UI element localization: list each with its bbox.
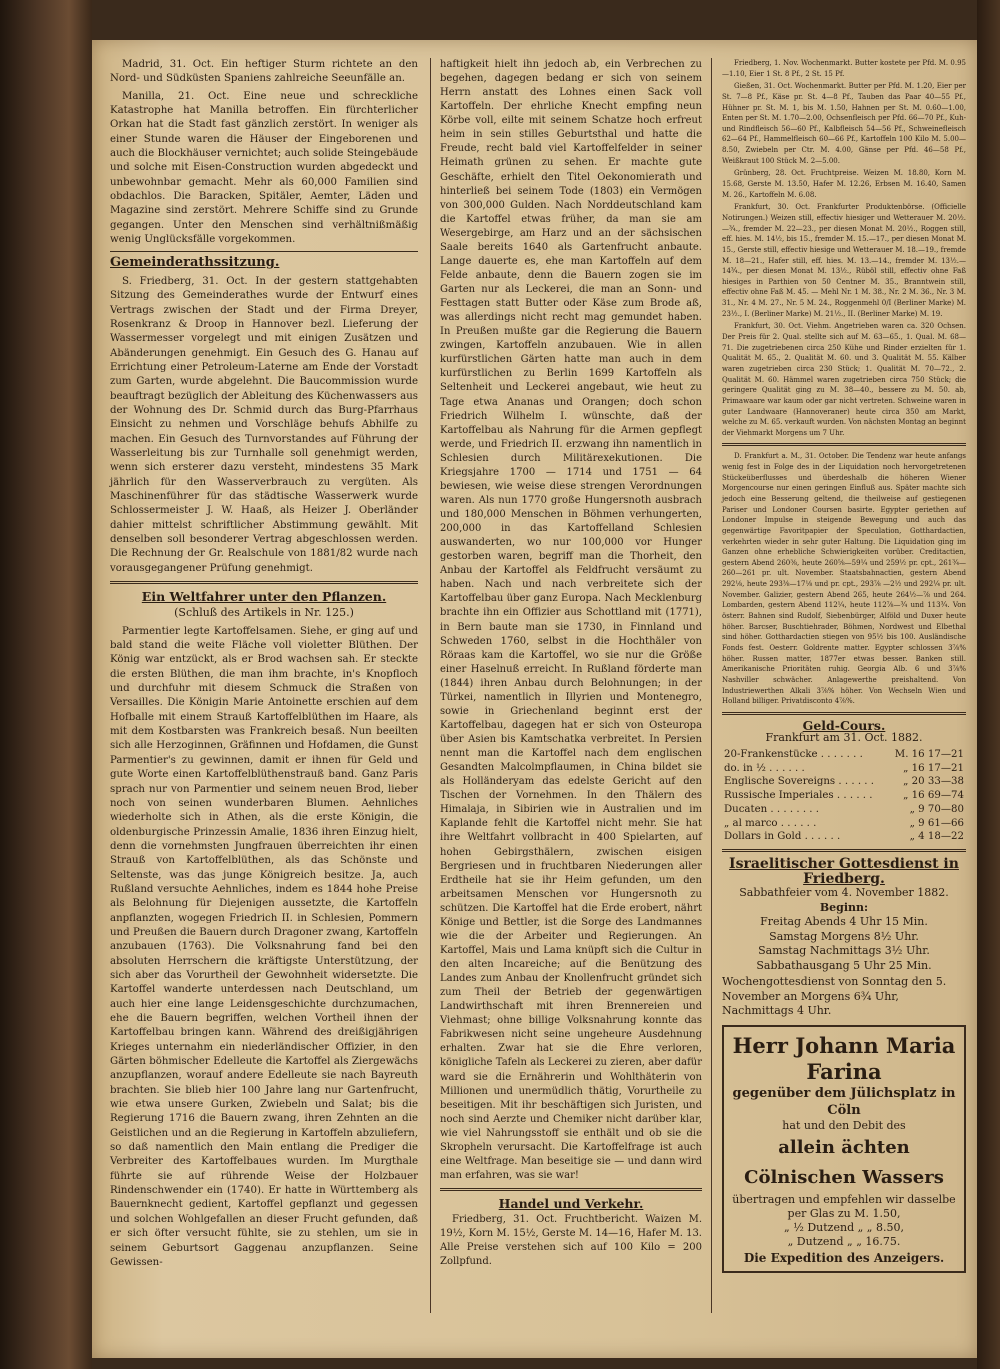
rate-name: Ducaten . . . . . . . .: [724, 803, 820, 815]
divider: [722, 849, 966, 852]
rate-name: „ al marco . . . . . .: [724, 817, 817, 829]
column-rule: [711, 58, 712, 1313]
table-row: [722, 748, 966, 762]
rate-value: „ 9 70—80: [909, 803, 964, 815]
ad-signature: Die Expedition des Anzeigers.: [743, 1250, 945, 1265]
table-row: [722, 775, 966, 789]
market-friedberg: Friedberg, 1. Nov. Wochenmarkt. Butter kostete per Pfd. M. 0.95—1.10, Eier 1 St. 8 Pf., 2 St. 15 Pf.: [722, 59, 966, 78]
ad-price: „ Dutzend „ „ 16.75.: [787, 1234, 901, 1248]
market-frankfurt-produce: Frankfurt, 30. Oct. Frankfurter Produktenbörse. (Officielle Notirungen.) Weizen still, effectiv hiesiger und Wetterauer M. 20½.—¾., fremder M. 22—23., per diesen Monat M. 20½., Roggen still, eff. hies. M. 14½, bis 15., fremder M. 15.—17., per diesen Monat M. 15., Gerste still, effectiv hiesige und Wetterauer M. 18.—19., fremde M. 18—21., Hafer still, eff. hies. M. 13.—14., fremder M. 13½.—14¾., per diesen Monat M. 13½., Rüböl still, effectiv ohne Faß hiesiges in Parthien von 50 Centner M. 35., Branntwein still, effectiv ohne Faß M. 45. — Mehl Nr. 1 M. 38., Nr. 2 M. 36., Nr. 3 M. 31., Nr. 4 M. 27., Nr. 5 M. 24., Roggenmehl 0/I (Berliner Marke) M. 23½., I. (Berliner Marke) M. 21½., II. (Berliner Marke) M. 19.: [722, 203, 966, 318]
divider: [440, 1188, 702, 1191]
rate-value: „ 4 18—22: [909, 831, 964, 843]
rate-value: „ 9 61—66: [909, 817, 964, 829]
rate-value: „ 16 17—21: [903, 762, 964, 774]
exchange-report: D. Frankfurt a. M., 31. October. Die Tendenz war heute anfangs wenig fest in Folge des in der Liquidation noch hervorgetretenen Stückeüberflusses und überdeshalb die höheren Wiener Morgencourse nur einen geringen Einfluß aus. Später machte sich jedoch eine Besserung geltend, die theilweise auf gestiegenen Pariser und Londoner Coursen basirte. Egypter geriethen auf Londoner Impulse in steigende Bewegung und auch das gegenwärtige Favoritpapier der Speculation, Gotthardactien, verkehrten wieder in sehr guter Haltung. Die Liquidation ging im Ganzen ohne erhebliche Schwierigkeiten vorüber. Creditactien, gestern Abend 260⅜, heute 260⅝—59¼ und 259½ pr. cpt., 261¾—260—261 pr. ult. November. Staatsbahnactien, gestern Abend 292⅛, heute 293⅜—17⅛ und pr. cpt., 293⅞ —2½ und 292¼ pr. ult. November. Galizier, gestern Abend 265, heute 264½—⅞ und 264. Lombarden, gestern Abend 112¼, heute 112⅞—¾ und 113¾. Von österr. Bahnen sind Rudolf, Siebenbürger, Alföld und Duxer heute höher. Barcser, Buschtiehrader, Böhmen, Nordwest und Elbethal sind höher. Gotthardactien stiegen von 95½ bis 100. Ausländische Fonds fest. Oesterr. Goldrente matter. Egypter schlossen 3⅞% höher. Russen matter, 1877er etwas besser. Banken still. Amerikanische Prioritäten ruhig. Georgia Alb. 6 und 3⅞% Nashviller schwächer. Anlagewerthe preishaltend. Von Industriewerthen Alkali 3⅞% höher. Von Wechseln Wien und Holland billiger. Privatdisconto 4⅞%.: [722, 452, 966, 706]
rate-name: Englische Sovereigns . . . . . .: [724, 776, 875, 788]
divider: [722, 443, 966, 446]
rate-name: Russische Imperiales . . . . . .: [724, 790, 873, 802]
market-giessen: Gießen, 31. Oct. Wochenmarkt. Butter per Pfd. M. 1.20, Eier per St. 7—8 Pf., Käse pr. St. 4—8 Pf., Tauben das Paar 40—55 Pf., Hühner pr. St. M. 1, bis M. 1.50, Hahnen per St. M. 0.60—1.00, Enten per St. M. 1.70—2.00, Ochsenfleisch per Pfd. 66—70 Pf., Kuh- und Rindfleisch 56—60 Pf., Kalbfleisch 54—56 Pf., Schweinefleisch 62—64 Pf., Hammelfleisch 60—66 Pf., Kartoffeln 100 Kilo M. 5.00—8.50, Zwiebeln per Ctr. M. 4.00, Gänse per Pfd. 46—58 Pf., Weißkraut 100 Stück M. 2—5.00.: [722, 82, 966, 165]
divider: [110, 581, 418, 584]
rate-name: Dollars in Gold . . . . . .: [724, 831, 841, 843]
market-gruenberg: Grünberg, 28. Oct. Fruchtpreise. Weizen M. 18.80, Korn M. 15.68, Gerste M. 13.50, Hafer M. 12.26, Erbsen M. 16.40, Samen M. 26., Kartoffeln M. 6.08.: [722, 169, 966, 199]
table-row: [722, 803, 966, 817]
rate-name: do. in ½ . . . . . .: [724, 762, 805, 774]
service-title: Israelitischer Gottesdienst in Friedberg.: [729, 856, 959, 887]
service-notice: [722, 857, 966, 1019]
table-row: [722, 762, 966, 776]
divider: [722, 712, 966, 715]
ad-address: gegenüber dem Jülichsplatz in Cöln: [732, 1085, 956, 1118]
story-continuation: haftigkeit hielt ihn jedoch ab, ein Verbrechen zu begehen, dagegen bedang er sich von seinem Herrn anstatt des Lohnes einen Sack voll Kartoffeln. Der ehrliche Knecht empfing neun Körbe voll, eilte mit seinem Schatze hoch erfreut heim in sein stilles Geburtsthal und hatte die Freude, recht bald viel Kartoffelfelder in seiner Heimath grünen zu sehen. Er machte gute Geschäfte, erhielt den Titel Oekonomierath und hinterließ bei seinem Tode (1803) ein Vermögen von 300,000 Gulden. Nach Norddeutschland kam die Kartoffel etwas früher, da man sie am Wesergebirge, am Harz und an der sächsischen Saale bereits 1640 als Gartenfrucht anbaute. Lange dauerte es, ehe man Kartoffeln auf dem Felde anbaute, denn die Bauern zogen sie im Garten nur als Leckerei, die man an Sonn- und Festtagen statt Butter oder Käse zum Brode aß, was allerdings nicht recht mag gemundet haben. In Preußen mußte gar die Regierung die Bauern zwingen, Kartoffeln anzubauen. Wie in allen kurfürstlichen Gärten hatte man auch in dem kurfürstlichen zu Berlin 1699 Kartoffeln als Seltenheit und Leckerei angebaut, wie heut zu Tage etwa Ananas und Orangen; doch schon Friedrich Wilhelm I. wünschte, daß der Kartoffelbau als Nahrung für die Armen gepflegt werde, und Friedrich II. erzwang ihn namentlich in Schlesien durch Militärexekutionen. Die Kriegsjahre 1700 — 1714 und 1751 — 64 bewiesen, wie weise diese strengen Verordnungen waren. Als nun 1770 große Hungersnoth ausbrach und 180,000 Menschen in Böhmen verhungerten, 200,000 in das Kartoffelland Schlesien auswanderten, wo nur 100,000 vor Hunger gestorben waren, begriff man die Thorheit, den Anbau der Kartoffel als Feldfrucht versäumt zu haben. Nach und nach verbreitete sich der Kartoffelbau über ganz Europa. Nach Mecklenburg brachte ihn ein Offizier aus Schottland mit (1771), in Bern baute man sie 1730, in Finnland und Schweden 1760, selbst in die Hochthäler von Röraas kam die Kartoffel, wo sie nur die Größe einer Haselnuß erreicht. In Rußland förderte man (1844) ihren Anbau durch Belohnungen; in der Türkei, namentlich in Illyrien und Montenegro, sowie in Griechenland beginnt erst der Kartoffelbau, dagegen hat er sich von Osteuropa über Asien bis Kamtschatka verbreitet. In Persien nennt man die Kartoffel nach dem englischen Gesandten Malcolmpflaumen, in China bildet sie als Holländeryam das edelste Gericht auf den Tischen der Vornehmen. In den Thälern des Himalaja, in Sibirien wie in Australien und im Kaplande fehlt die Kartoffel nicht mehr. Sie hat ihre Weltfahrt vollbracht in 400 Spielarten, auf hohen Gebirgsthälern, zwischen eisigen Bergriesen und in fruchtbaren Niederungen aller Erdtheile hat sie ihr Heim gefunden, um den arbeitsamen Menschen vor Hungersnoth zu schützen. Die Kartoffel hat die Erde erobert, nährt Könige und Bettler, ist die Sorge des Landmannes wie die der Arbeiter und Regierungen. An Kartoffel, Mais und Lama knüpft sich die Cultur in den alten Incareiche; auf die Benützung des Landes zum Anbau der Knollenfrucht gründet sich zum Theil der Betrieb der gegenwärtigen Landwirthschaft mit ihren Brennereien und Viehmast; ohne billige Volksnahrung konnte das Fabrikwesen nicht seine ungeheure Ausdehnung erhalten. Zwar hat sie die Ehre verloren, königliche Tafeln als Leckerei zu zieren, aber dafür ward sie die Ernährerin und Wohlthäterin von Millionen und unermüdlich thätig, Vorurtheile zu beseitigen. Mit ihr beschäftigen sich Juristen, und noch sind Aerzte und Chemiker nicht darüber klar, wie viel Nahrungsstoff sie enthält und ob sie die Skropheln verursacht. Die Kartoffelfrage ist auch eine Weltfrage. Man beseitige sie — und dann wird man erfahren, was sie war!: [440, 59, 702, 1181]
service-line: Samstag Morgens 8½ Uhr.: [769, 929, 919, 943]
ad-price: per Glas zu M. 1.50,: [787, 1206, 901, 1220]
market-frankfurt-cattle: Frankfurt, 30. Oct. Viehm. Angetrieben waren ca. 320 Ochsen. Der Preis für 2. Qual. stellte sich auf M. 63—65., 1. Qual. M. 68—71. Die zugetriebenen circa 250 Kühe und Rinder erzielten für 1. Qualität M. 65., 2. Qualität M. 60. und 3. Qualität M. 55. Kälber waren zugetrieben circa 230 Stück; 1. Qualität M. 70—72., 2. Qualität M. 60. Hämmel waren zugetrieben circa 750 Stück; die geringere Qualität ging zu M. 38—40., bessere zu M. 50. ab, Primawaare war kaum oder gar nicht vertreten. Schweine waren in guter Landwaare (Hannoveraner) heute circa 350 am Markt, welche zu M. 65. verkauft wurden. Von nächsten Montag an beginnt der Viehmarkt Morgens um 7 Uhr.: [722, 322, 966, 437]
page-edge: [977, 0, 1000, 1369]
ad-product: allein ächten Cölnischen Wassers: [744, 1136, 944, 1188]
service-line: Sabbathausgang 5 Uhr 25 Min.: [756, 958, 932, 972]
column-3: [722, 58, 966, 1273]
story-heading: Ein Weltfahrer unter den Pflanzen.: [141, 589, 387, 605]
story-subheading: (Schluß des Artikels in Nr. 125.): [174, 606, 354, 620]
table-row: [722, 789, 966, 803]
council-text: S. Friedberg, 31. Oct. In der gestern stattgehabten Sitzung des Gemeinderathes wurde der Entwurf eines Vertrags zwischen der Stadt und der Firma Dreyer, Rosenkranz & Droop in Hannover bezl. Lieferung der Wassermesser vorgelegt und mit einigen Zusätzen und Abänderungen genehmigt. Ein Gesuch des G. Hanau auf Errichtung einer Petroleum-Laterne am Ende der Vorstadt zum Garten, wurde abgelehnt. Die Baucommission wurde beauftragt bezüglich der Ableitung des Küchenwassers aus der Wohnung des Dr. Schmid durch das Burg-Pfarrhaus Einsicht zu nehmen und Vorschläge behufs Abhilfe zu machen. Ein Gesuch des Turnvorstandes auf Führung der Wasserleitung bis zur Turnhalle soll genehmigt werden, wenn sich ersterer dazu versteht, mindestens 35 Mark jährlich für den Wasserverbrauch zu vergüten. Als Maschinenführer für das städtische Wasserwerk wurde Schlossermeister J. W. Haaß, als Heizer J. Oberländer dahier mittelst schriftlicher Abstimmung gewählt. Mit denselben soll besonderer Vertrag abgeschlossen werden. Die Rechnung der Gr. Realschule von 1881/82 wurde nach vorausgegangener Prüfung genehmigt.: [110, 275, 418, 574]
news-madrid: Madrid, 31. Oct. Ein heftiger Sturm richtete an den Nord- und Südküsten Spaniens zahlreiche Seeunfälle an.: [110, 59, 418, 85]
table-row: [722, 830, 966, 844]
column-1: [110, 58, 418, 1273]
book-binding: [0, 0, 92, 1369]
divider: [110, 251, 418, 252]
service-begin: Beginn:: [819, 900, 869, 914]
rates-heading: Geld-Cours.: [802, 717, 886, 733]
ad-name: Herr Johann Maria Farina: [732, 1032, 956, 1084]
service-subtitle: Sabbathfeier vom 4. November 1882.: [739, 886, 949, 899]
ad-offer: übertragen und empfehlen wir dasselbe: [732, 1192, 956, 1206]
story-text: Parmentier legte Kartoffelsamen. Siehe, er ging auf und bald stand die weite Fläche voll violetter Blüthen. Der König war entzückt, als er Brod wachsen sah. Er steckte die ersten Blüthen, die man ihm brachte, in's Knopfloch und durchfuhr mit diesem Schmuck die Straßen von Versailles. Die Königin Marie Antoinette erschien auf dem Hofballe mit einem Strauß Kartoffelblüthen im Haare, als mit dem Kostbarsten was Frankreich besaß. Nun beeilten sich alle Herzoginnen, Gräfinnen und Hofdamen, die Gunst Parmentier's zu gewinnen, damit er ihnen für Geld und gute Worte einen Kartoffelblüthenstrauß band. Ganz Paris sprach nur von Parmentier und seinem neuen Brod, lieber noch von seinen wunderbaren Blumen. Aehnliches wiederholte sich in Athen, als die erste Königin, die oldenburgische Prinzessin Amalie, 1836 ihren Einzug hielt, denn die vornehmsten Jungfrauen überreichten ihr einen Strauß von Kartoffelblüthen, als das Schönste und Seltenste, was das junge Königreich besitze. Ja, auch Rußland versuchte Aehnliches, indem es 1844 hohe Preise als Belohnung für Diejenigen aussetzte, die Kartoffeln anpflanzten, wogegen Friedrich II. in Schlesien, Pommern und Preußen die Bauern durch Dragoner zwang, Kartoffeln anzubauen (1763). Die Volksnahrung fand bei den absoluten Herrschern die kräftigste Unterstützung, der sich aber das Vorurtheil der Gewohnheit widersetzte. Die Kartoffel wanderte unterdessen nach Deutschland, um auch hier eine lange Leidensgeschichte durchzumachen, ehe die Bauern begriffen, welchen Vortheil ihnen der Kartoffelbau bringen kann. Während des dreißigjährigen Krieges unternahm ein niederländischer Offizier, in den Gärten böhmischer Edelleute die Kartoffel als Ziergewächs anzupflanzen, worauf andere Edelleute sie nach Bayreuth brachten. Sie blieb hier 100 Jahre lang nur Gartenfrucht, wie etwa unsere Gurken, Zwiebeln und Salat; bis die Regierung 1716 die Bauern zwang, ihren Zehnten an die Geistlichen und an die Regierung in Kartoffeln abzuliefern, so daß namentlich den Main entlang die Prediger die Verbreiter des Kartoffelbaues wurden. Im Murgthale führte sie auf rührende Weise der Holzbauer Rindenschwender ein (1740). Er hatte in Württemberg als Bauernknecht gedient, Kartoffel gepflanzt und gegessen und solchen Wohlgefallen an dieser Frucht gefunden, daß er sich öfter versucht fühlte, sie zu stehlen, um sie in seinem Geburtsort Gaggenau anzupflanzen. Seine Gewissen-: [110, 625, 418, 1268]
trade-heading: Handel und Verkehr.: [498, 1196, 644, 1211]
rate-value: M. 16 17—21: [894, 749, 964, 761]
column-rule: [430, 58, 431, 1313]
ad-price: „ ½ Dutzend „ „ 8.50,: [784, 1220, 904, 1234]
service-weekday: Wochengottesdienst von Sonntag den 5. November an Morgens 6¾ Uhr, Nachmittags 4 Uhr.: [722, 975, 947, 1017]
ad-line: hat und den Debit des: [782, 1118, 906, 1132]
council-heading: Gemeinderathssitzung.: [110, 255, 280, 271]
rate-value: „ 20 33—38: [903, 776, 964, 788]
farina-advertisement: [722, 1025, 966, 1274]
news-manilla: Manilla, 21. Oct. Eine neue und schreckliche Katastrophe hat Manilla betroffen. Ein fürchterlicher Orkan hat die Stadt fast gänzlich zerstört. In weniger als einer Stunde waren die Häuser der Eingeborenen und auch die Blockhäuser vernichtet; auch solide Steingebäude und solche mit Eisen-Construction wurden abgedeckt und unbewohnbar gemacht. Mehr als 60,000 Familien sind obdachlos. Die Baracken, Spitäler, Aemter, Läden und Magazine sind zerstört. Mehrere Schiffe sind zu Grunde gegangen. Unter den Menschen sind verhältnißmäßig wenig Unglücksfälle vorgekommen.: [110, 90, 418, 246]
trade-text: Friedberg, 31. Oct. Fruchtbericht. Waizen M. 19½, Korn M. 15½, Gerste M. 14—16, Hafer M. 13. Alle Preise verstehen sich auf 100 Kilo = 200 Zollpfund.: [440, 1214, 702, 1268]
rates-date: Frankfurt am 31. Oct. 1882.: [765, 731, 923, 745]
table-row: [722, 817, 966, 831]
rate-value: „ 16 69—74: [903, 790, 964, 802]
service-line: Freitag Abends 4 Uhr 15 Min.: [760, 915, 928, 928]
service-line: Samstag Nachmittags 3½ Uhr.: [758, 944, 930, 957]
column-2: [440, 58, 702, 1272]
rate-name: 20-Frankenstücke . . . . . . .: [724, 749, 863, 761]
rates-table: [722, 748, 966, 844]
